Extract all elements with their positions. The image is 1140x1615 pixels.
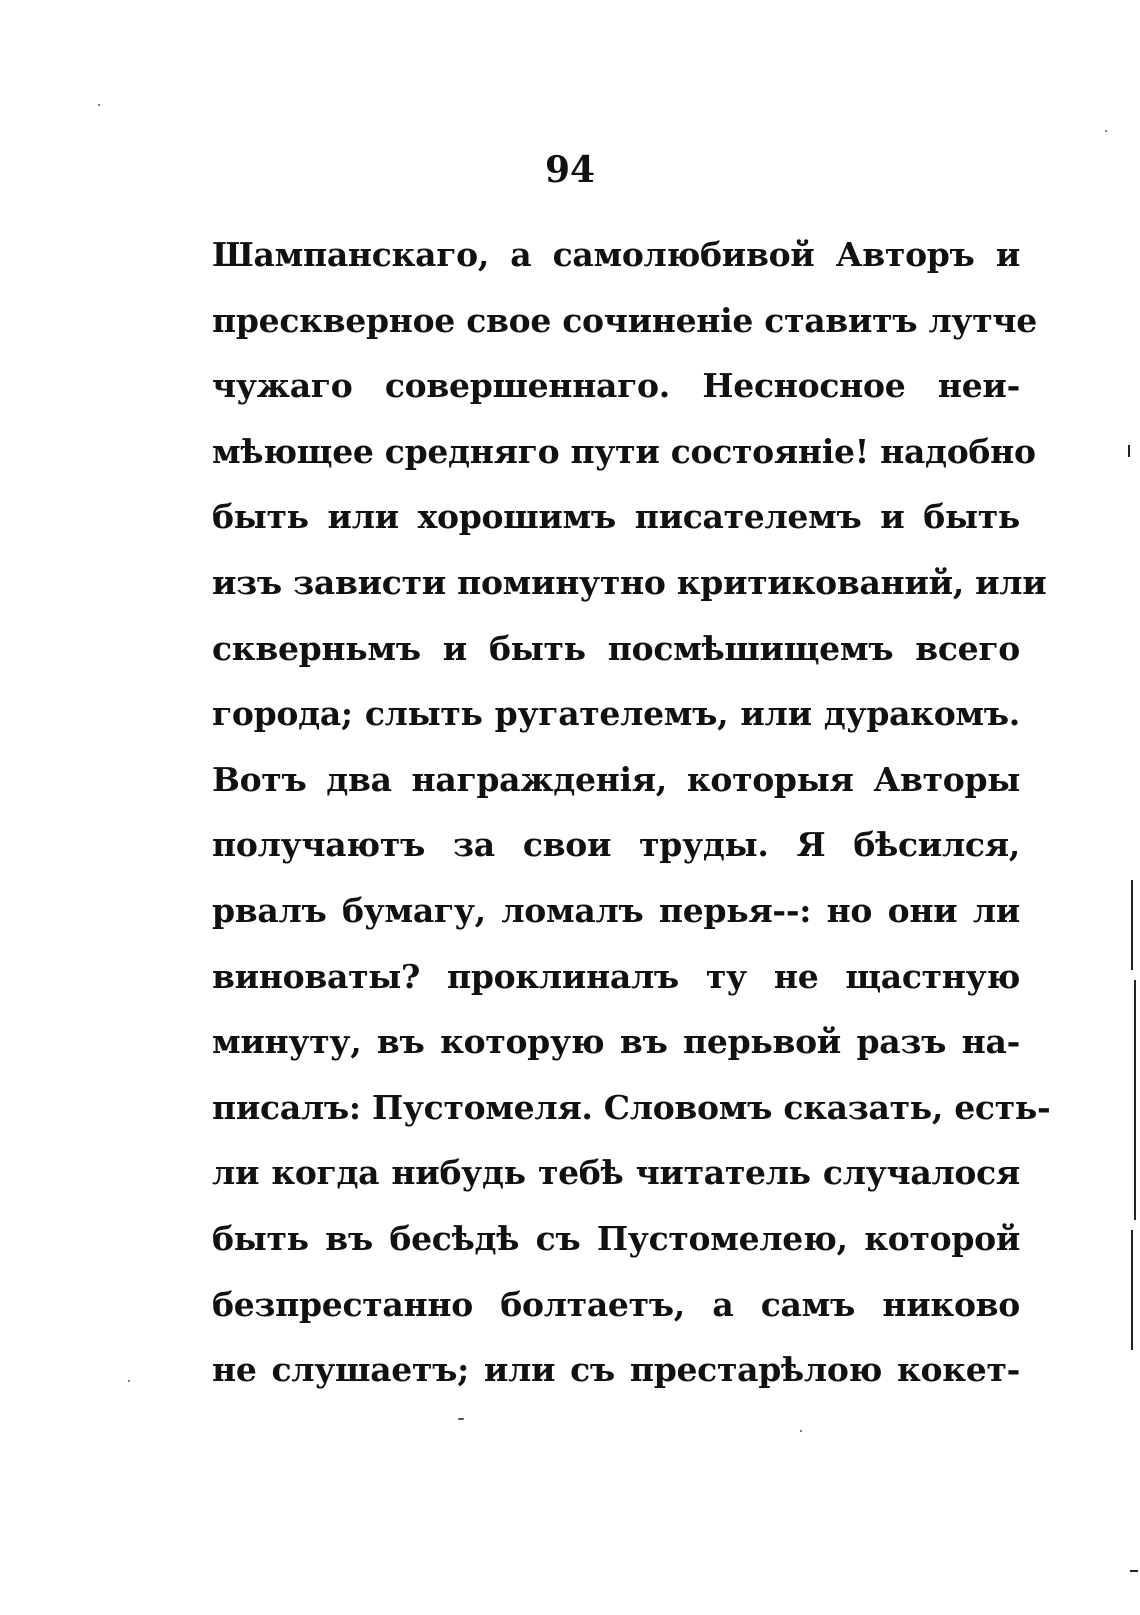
text-line: мѣющее средняго пути состояніе! надобно — [212, 431, 1036, 471]
text-line: Шампанскаго, а самолюбивой Авторъ и — [212, 235, 1020, 274]
text-line: чужаго совершеннаго. Несносное неи- — [212, 366, 1020, 406]
text-line: безпрестанно болтаетъ, а самъ никово — [212, 1284, 1020, 1324]
text-line: не слушаетъ; или съ престарѣлою кокет- — [212, 1350, 1020, 1390]
scan-speck — [458, 1418, 464, 1420]
text-line: виноваты? проклиналъ ту не щастную — [212, 956, 1020, 996]
text-line: писалъ: Пустомеля. Словомъ сказать, есть- — [212, 1087, 1051, 1127]
body-text — [212, 222, 1051, 1403]
page-number: 94 — [544, 149, 596, 191]
scan-edge-mark — [1131, 880, 1133, 970]
text-line: получаютъ за свои труды. Я бѣсился, — [212, 825, 1020, 865]
scan-speck — [98, 104, 100, 106]
scan-speck — [800, 1430, 802, 1432]
text-line: быть въ бесѣдѣ съ Пустомелею, которой — [212, 1218, 1020, 1258]
text-line: ли когда нибудь тебѣ читатель случалося — [212, 1153, 1020, 1193]
scan-edge-mark — [1134, 980, 1136, 1220]
scan-speck — [128, 1380, 130, 1382]
text-line: Вотъ два награжденія, которыя Авторы — [212, 759, 1020, 799]
scan-edge-mark — [1130, 1570, 1138, 1572]
text-line: прескверное свое сочиненіе ставитъ лутче — [212, 300, 1037, 340]
text-line: рвалъ бумагу, ломалъ перья--: но они ли — [212, 890, 1020, 930]
text-line: изъ зависти поминутно критикований, или — [212, 562, 1047, 602]
scan-edge-mark — [1128, 445, 1130, 457]
text-line: скверньмъ и быть посмѣшищемъ всего — [212, 628, 1020, 668]
text-line: минуту, въ которую въ перьвой разъ на- — [212, 1022, 1020, 1062]
scan-speck — [1105, 130, 1107, 132]
scan-edge-mark — [1131, 1230, 1133, 1350]
text-line: города; слыть ругателемъ, или дуракомъ. — [212, 694, 1020, 734]
text-line: быть или хорошимъ писателемъ и быть — [212, 497, 1020, 537]
